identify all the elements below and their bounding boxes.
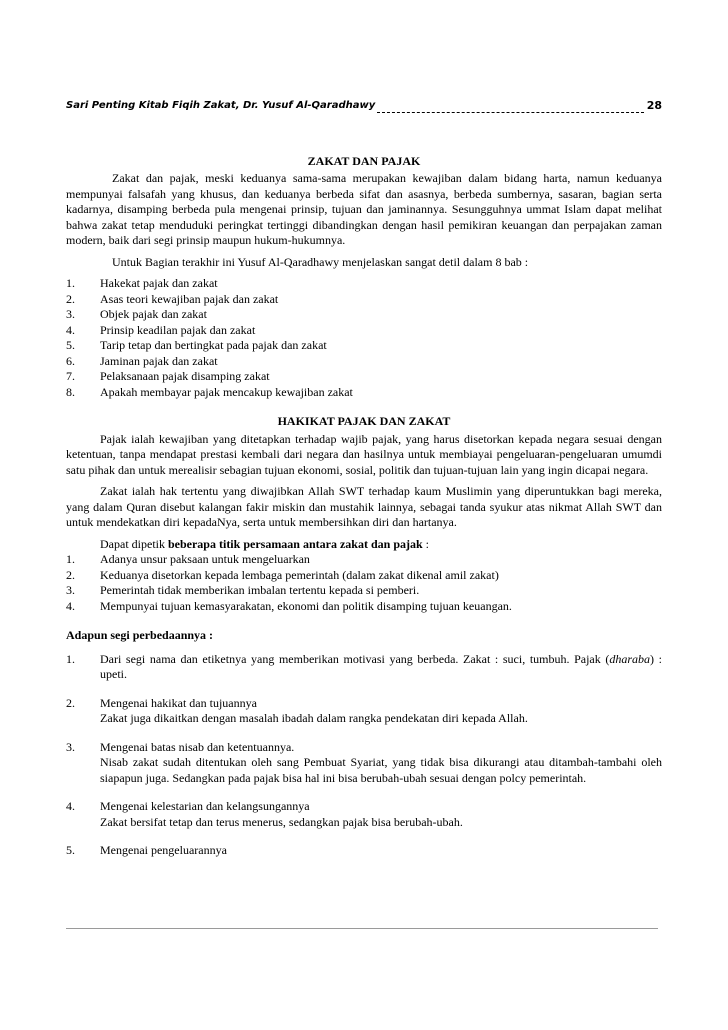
differences-section xyxy=(66,628,662,859)
list-item: 8. Apakah membayar pajak mencakup kewajiban zakat xyxy=(66,384,353,399)
header-title: Sari Penting Kitab Fiqih Zakat, Dr. Yusuf Al-Qaradhawy xyxy=(66,100,376,111)
similarities-intro: Dapat dipetik beberapa titik persamaan antara zakat dan pajak : xyxy=(100,536,430,551)
running-header xyxy=(66,98,662,114)
intro-paragraph: Zakat dan pajak, meski keduanya sama-sama merupakan kewajiban dalam bidang harta, namun keduanya mempunyai falsafah yang khusus, dan keduanya berbeda sifat dan asasnya, berbeda sumbernya, sasaran, bagian serta kadarnya, disamping berbeda pula mengenai prinsip, tujuan dan jaminannya. Sesungguhnya ummat Islam dapat melihat bahwa zakat tetap menduduki peringkat tertinggi dibandingkan dengan hasil pemikiran keuangan dan perpajakan zaman modern, baik dari segi prinsip maupun hukum-hukumnya. xyxy=(66,171,662,247)
similarities-list xyxy=(66,552,662,614)
zakat-definition: Zakat ialah hak tertentu yang diwajibkan Allah SWT terhadap kaum Muslimin yang diperuntukkan bagi mereka, yang dalam Quran disebut kalangan fakir miskin dan mustahik lainnya, sebagai tanda syukur atas nikmat Allah SWT dan untuk mendekatkan diri kepadaNya, serta untuk membersihkan diri dan hartanya. xyxy=(66,484,662,529)
list-item: 1. Dari segi nama dan etiketnya yang memberikan motivasi yang berbeda. Zakat : suci, tumbuh. Pajak (dharaba) : upeti. xyxy=(66,651,662,681)
pajak-definition: Pajak ialah kewajiban yang ditetapkan terhadap wajib pajak, yang harus disetorkan kepada negara sesuai dengan ketentuan, tanpa mendapat prestasi kembali dari negara dan hasilnya untuk membiayai pengeluaran-pengeluaran umumdi satu pihak dan untuk merealisir sebagian tujuan ekonomi, sosial, politik dan tujuan-tujuan lain yang ingin dicapai negara. xyxy=(66,431,662,477)
section-heading-zakat-dan-pajak: ZAKAT DAN PAJAK xyxy=(307,153,421,168)
list-item: 5. Tarip tetap dan bertingkat pada pajak dan zakat xyxy=(66,338,327,352)
page-number: 28 xyxy=(646,99,662,112)
footer-rule xyxy=(66,928,658,929)
list-item: 6. Jaminan pajak dan zakat xyxy=(66,353,218,368)
list-item: 3. Objek pajak dan zakat xyxy=(66,307,207,321)
differences-heading: Adapun segi perbedaannya : xyxy=(66,628,214,642)
list-item: 1. Hakekat pajak dan zakat xyxy=(66,276,218,290)
chapters-intro: Untuk Bagian terakhir ini Yusuf Al-Qaradhawy menjelaskan sangat detil dalam 8 bab : xyxy=(112,254,529,269)
list-item: 2. Mengenai hakikat dan tujuannya Zakat juga dikaitkan dengan masalah ibadah dalam rangka pendekatan diri kepada Allah. xyxy=(66,695,528,725)
list-item: 4. Mengenai kelestarian dan kelangsungannya Zakat bersifat tetap dan terus menerus, sedangkan pajak bisa berubah-ubah. xyxy=(66,799,463,829)
list-item: 5. Mengenai pengeluarannya xyxy=(66,843,227,857)
list-item: 3. Mengenai batas nisab dan ketentuannya. Nisab zakat sudah ditentukan oleh sang Pembuat Syariat, yang tidak bisa dikurangi atau ditambah-tambahi oleh siapapun juga. Sedangkan pada pajak bisa hal ini bisa berubah-ubah sesuai dengan polcy pemerintah. xyxy=(66,739,662,785)
list-item: 7. Pelaksanaan pajak disamping zakat xyxy=(66,369,270,383)
list-item: 3. Pemerintah tidak memberikan imbalan tertentu kepada si pemberi. xyxy=(66,583,420,597)
chapter-list xyxy=(66,276,662,400)
list-item: 1. Adanya unsur paksaan untuk mengeluarkan xyxy=(66,552,310,566)
list-item: 4. Prinsip keadilan pajak dan zakat xyxy=(66,322,256,337)
list-item: 2. Asas teori kewajiban pajak dan zakat xyxy=(66,291,279,306)
section-heading-hakikat: HAKIKAT PAJAK DAN ZAKAT xyxy=(277,414,451,428)
header-rule xyxy=(377,111,643,113)
list-item: 2. Keduanya disetorkan kepada lembaga pemerintah (dalam zakat dikenal amil zakat) xyxy=(66,567,499,582)
list-item: 4. Mempunyai tujuan kemasyarakatan, ekonomi dan politik disamping tujuan keuangan. xyxy=(66,598,512,613)
